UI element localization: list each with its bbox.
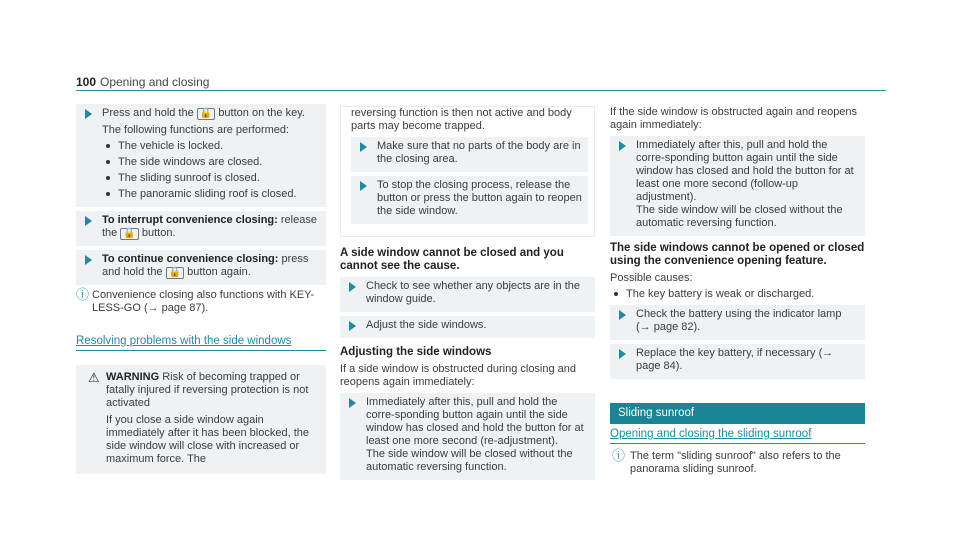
paragraph: If a side window is obstructed during closing and reopens again immediately: xyxy=(340,363,577,388)
heading-convenience-opening: The side windows cannot be opened or closed using the convenience opening feature. xyxy=(610,242,865,267)
list-item: Replace the key battery, if necessary (→ page 84). xyxy=(610,344,865,379)
step-arrow-icon xyxy=(619,310,626,320)
column-2 xyxy=(340,106,595,484)
step-arrow-icon xyxy=(619,141,626,151)
warning-box: ⚠ WARNING Risk of becoming trapped or fatally injured if reversing protection is not activated If you close a side window again immediately after it has been blocked, the side window will close with increased or maximum force. The xyxy=(76,365,326,474)
section-banner: Sliding sunroof xyxy=(610,403,865,424)
list-item: The sliding sunroof is closed. xyxy=(106,172,320,185)
column-3 xyxy=(610,106,865,476)
list-item: Check to see whether any objects are in the window guide. xyxy=(340,277,595,312)
step-press-hold: Press and hold the 🔒 button on the key. The following functions are performed: The vehicle is locked. The side windows are closed. The sliding sunroof is closed. The panoramic sliding roof is closed. xyxy=(76,104,326,207)
section-link-sliding-sunroof[interactable]: Opening and closing the sliding sunroof xyxy=(610,428,812,440)
warning-icon: ⚠ xyxy=(88,370,100,385)
list-item: To stop the closing process, release the button or press the button again to reopen the side window. xyxy=(351,176,588,224)
paragraph: If the side window is obstructed again and reopens again immediately: xyxy=(610,106,858,131)
column-1 xyxy=(76,100,326,474)
info-icon: ⓘ xyxy=(76,287,90,302)
info-note: ⓘ The term "sliding sunroof" also refers to the panorama sliding sunroof. xyxy=(612,448,841,475)
page-number: 100 xyxy=(76,75,97,89)
warning-body: If you close a side window again immediately after it has been blocked, the side window will close with increased or maximum force. The xyxy=(106,414,310,465)
header-rule xyxy=(76,90,886,91)
list-item: The vehicle is locked. xyxy=(106,140,320,153)
lock-key-icon: 🔒 xyxy=(166,267,184,279)
step-continue: To continue convenience closing: press and hold the 🔒 button again. xyxy=(76,250,326,285)
section-link-side-windows[interactable]: Resolving problems with the side windows xyxy=(76,335,292,347)
list-item: Adjust the side windows. xyxy=(340,316,595,338)
warning-continuation: reversing function is then not active and body parts may become trapped. Make sure that no parts of the body are in the closing area. To stop the closing process, release the button or press the button again to reopen the side window. xyxy=(340,106,595,237)
step-interrupt: To interrupt convenience closing: release the 🔒 button. xyxy=(76,211,326,246)
causes-label: Possible causes: xyxy=(610,272,693,284)
step-arrow-icon xyxy=(619,349,626,359)
step-arrow-icon xyxy=(349,321,356,331)
lock-key-icon: 🔒 xyxy=(197,108,215,120)
step-arrow-icon xyxy=(85,216,92,226)
step-arrow-icon xyxy=(349,398,356,408)
step-arrow-icon xyxy=(360,142,367,152)
list-item: Immediately after this, pull and hold the corre-sponding button again until the side window has closed and hold the button for at least one more second (follow-up adjustment). The side window will be closed without the automatic reversing function. xyxy=(610,136,865,236)
step-arrow-icon xyxy=(85,255,92,265)
list-item: The panoramic sliding roof is closed. xyxy=(106,188,320,201)
list-item: The key battery is weak or discharged. xyxy=(614,288,865,301)
step-arrow-icon xyxy=(85,109,92,119)
info-icon: ⓘ xyxy=(612,448,626,463)
list-item: Make sure that no parts of the body are in the closing area. xyxy=(351,137,588,172)
info-note: ⓘ Convenience closing also functions with KEY-LESS-GO (→ page 87). xyxy=(76,287,315,314)
section-header: Opening and closing xyxy=(100,75,210,89)
step-arrow-icon xyxy=(360,181,367,191)
heading-adjusting: Adjusting the side windows xyxy=(340,346,492,358)
lock-key-icon: 🔒 xyxy=(120,228,138,240)
list-item: The side windows are closed. xyxy=(106,156,320,169)
step-arrow-icon xyxy=(349,282,356,292)
step-note: The following functions are performed: xyxy=(102,124,290,136)
heading-cannot-close: A side window cannot be closed and you cannot see the cause. xyxy=(340,247,564,272)
list-item: Check the battery using the indicator lamp (→ page 82). xyxy=(610,305,865,340)
list-item: Immediately after this, pull and hold the corre-sponding button again until the side window has closed and hold the button for at least one more second (re-adjustment). The side window will be closed without the automatic reversing function. xyxy=(340,393,595,480)
